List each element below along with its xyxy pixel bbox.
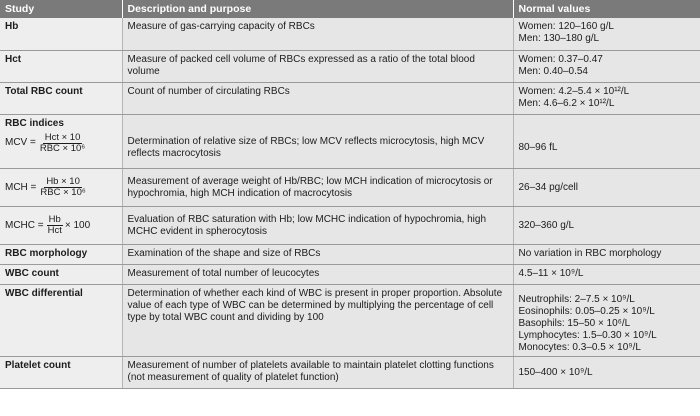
normal-neutrophils: Neutrophils: 2–7.5 × 10⁹/L <box>518 293 635 305</box>
study-platelet-count: Platelet count <box>0 356 122 388</box>
description-mch: Measurement of average weight of Hb/RBC; low MCH indication of microcytosis or hypochromia, high MCH indication of macrocytosis <box>122 168 513 206</box>
description-platelet-count: Measurement of number of platelets available to maintain platelet clotting functions (not measurement of quality of platelet function) <box>122 356 513 388</box>
table-row-hct <box>0 50 700 82</box>
mchc-fraction <box>46 215 64 236</box>
normal-wbc-count: 4.5–11 × 10⁹/L <box>513 264 700 284</box>
normal-total-rbc-count <box>513 82 700 114</box>
header-normal-values: Normal values <box>513 0 700 18</box>
normal-hb-men: Men: 130–180 g/L <box>518 33 600 44</box>
normal-hct <box>513 50 700 82</box>
study-wbc-differential: WBC differential <box>0 284 122 356</box>
mch-formula <box>5 177 117 198</box>
mch-denominator: RBC × 10⁶ <box>40 187 86 198</box>
description-mchc: Evaluation of RBC saturation with Hb; low MCHC indication of hypochromia, high MCHC evident in spherocytosis <box>122 206 513 244</box>
description-hb: Measure of gas-carrying capacity of RBCs <box>122 18 513 50</box>
study-wbc-count: WBC count <box>0 264 122 284</box>
table-row-platelet-count <box>0 356 700 388</box>
normal-mcv: 80–96 fL <box>513 114 700 168</box>
description-mcv: Determination of relative size of RBCs; low MCV reflects microcytosis, high MCV reflects macrocytosis <box>122 114 513 168</box>
header-study: Study <box>0 0 122 18</box>
mcv-formula <box>5 133 117 154</box>
study-rbc-indices: RBC indices <box>5 117 64 129</box>
normal-hb <box>513 18 700 50</box>
mch-fraction <box>38 177 87 198</box>
table-row-mchc <box>0 206 700 244</box>
study-rbc-indices-mcv <box>0 114 122 168</box>
mchc-denominator: Hct <box>47 225 62 236</box>
normal-rbc-women: Women: 4.2–5.4 × 10¹²/L <box>518 85 630 97</box>
table-row-mch <box>0 168 700 206</box>
mcv-denominator: RBC × 10⁶ <box>39 142 86 154</box>
study-mch <box>0 168 122 206</box>
study-hb: Hb <box>0 18 122 50</box>
normal-platelet-count: 150–400 × 10⁹/L <box>513 356 700 388</box>
table-row-wbc-count <box>0 264 700 284</box>
mcv-fraction <box>38 133 87 154</box>
description-total-rbc-count: Count of number of circulating RBCs <box>122 82 513 114</box>
table-row-mcv <box>0 114 700 168</box>
header-row <box>0 0 700 18</box>
study-total-rbc-count: Total RBC count <box>0 82 122 114</box>
table-row-hb <box>0 18 700 50</box>
normal-hct-women: Women: 0.37–0.47 <box>518 53 603 65</box>
normal-basophils: Basophils: 15–50 × 10⁶/L <box>518 317 631 329</box>
table-row-total-rbc-count <box>0 82 700 114</box>
description-wbc-differential: Determination of whether each kind of WBC is present in proper proportion. Absolute value of each type of WBC can be determined by multiplying the percentage of cell type by total WBC count and dividing by 100 <box>122 284 513 356</box>
description-wbc-count: Measurement of total number of leucocytes <box>122 264 513 284</box>
mcv-numerator: Hct × 10 <box>44 131 81 143</box>
header-description: Description and purpose <box>122 0 513 18</box>
table-row-rbc-morphology <box>0 244 700 264</box>
study-rbc-morphology: RBC morphology <box>0 244 122 264</box>
description-hct: Measure of packed cell volume of RBCs expressed as a ratio of the total blood volume <box>122 50 513 82</box>
mchc-formula <box>5 215 117 236</box>
mch-numerator: Hb × 10 <box>46 176 80 187</box>
normal-eosinophils: Eosinophils: 0.05–0.25 × 10⁹/L <box>518 305 655 317</box>
normal-mch: 26–34 pg/cell <box>513 168 700 206</box>
normal-hb-women: Women: 120–160 g/L <box>518 21 614 32</box>
table-row-wbc-differential <box>0 284 700 356</box>
mchc-formula-lhs: MCHC = <box>5 219 44 231</box>
normal-hct-men: Men: 0.40–0.54 <box>518 65 588 77</box>
normal-monocytes: Monocytes: 0.3–0.5 × 10⁹/L <box>518 341 641 353</box>
mchc-numerator: Hb <box>48 214 61 225</box>
study-hct: Hct <box>0 50 122 82</box>
normal-mchc: 320–360 g/L <box>513 206 700 244</box>
mch-formula-lhs: MCH = <box>5 181 37 193</box>
normal-wbc-differential <box>513 284 700 356</box>
normal-rbc-morphology: No variation in RBC morphology <box>513 244 700 264</box>
study-mchc <box>0 206 122 244</box>
normal-rbc-men: Men: 4.6–6.2 × 10¹²/L <box>518 97 615 109</box>
normal-lymphocytes: Lymphocytes: 1.5–0.30 × 10⁹/L <box>518 329 657 341</box>
description-rbc-morphology: Examination of the shape and size of RBCs <box>122 244 513 264</box>
mcv-formula-lhs: MCV = <box>5 137 36 148</box>
mchc-formula-rhs: × 100 <box>64 219 91 231</box>
